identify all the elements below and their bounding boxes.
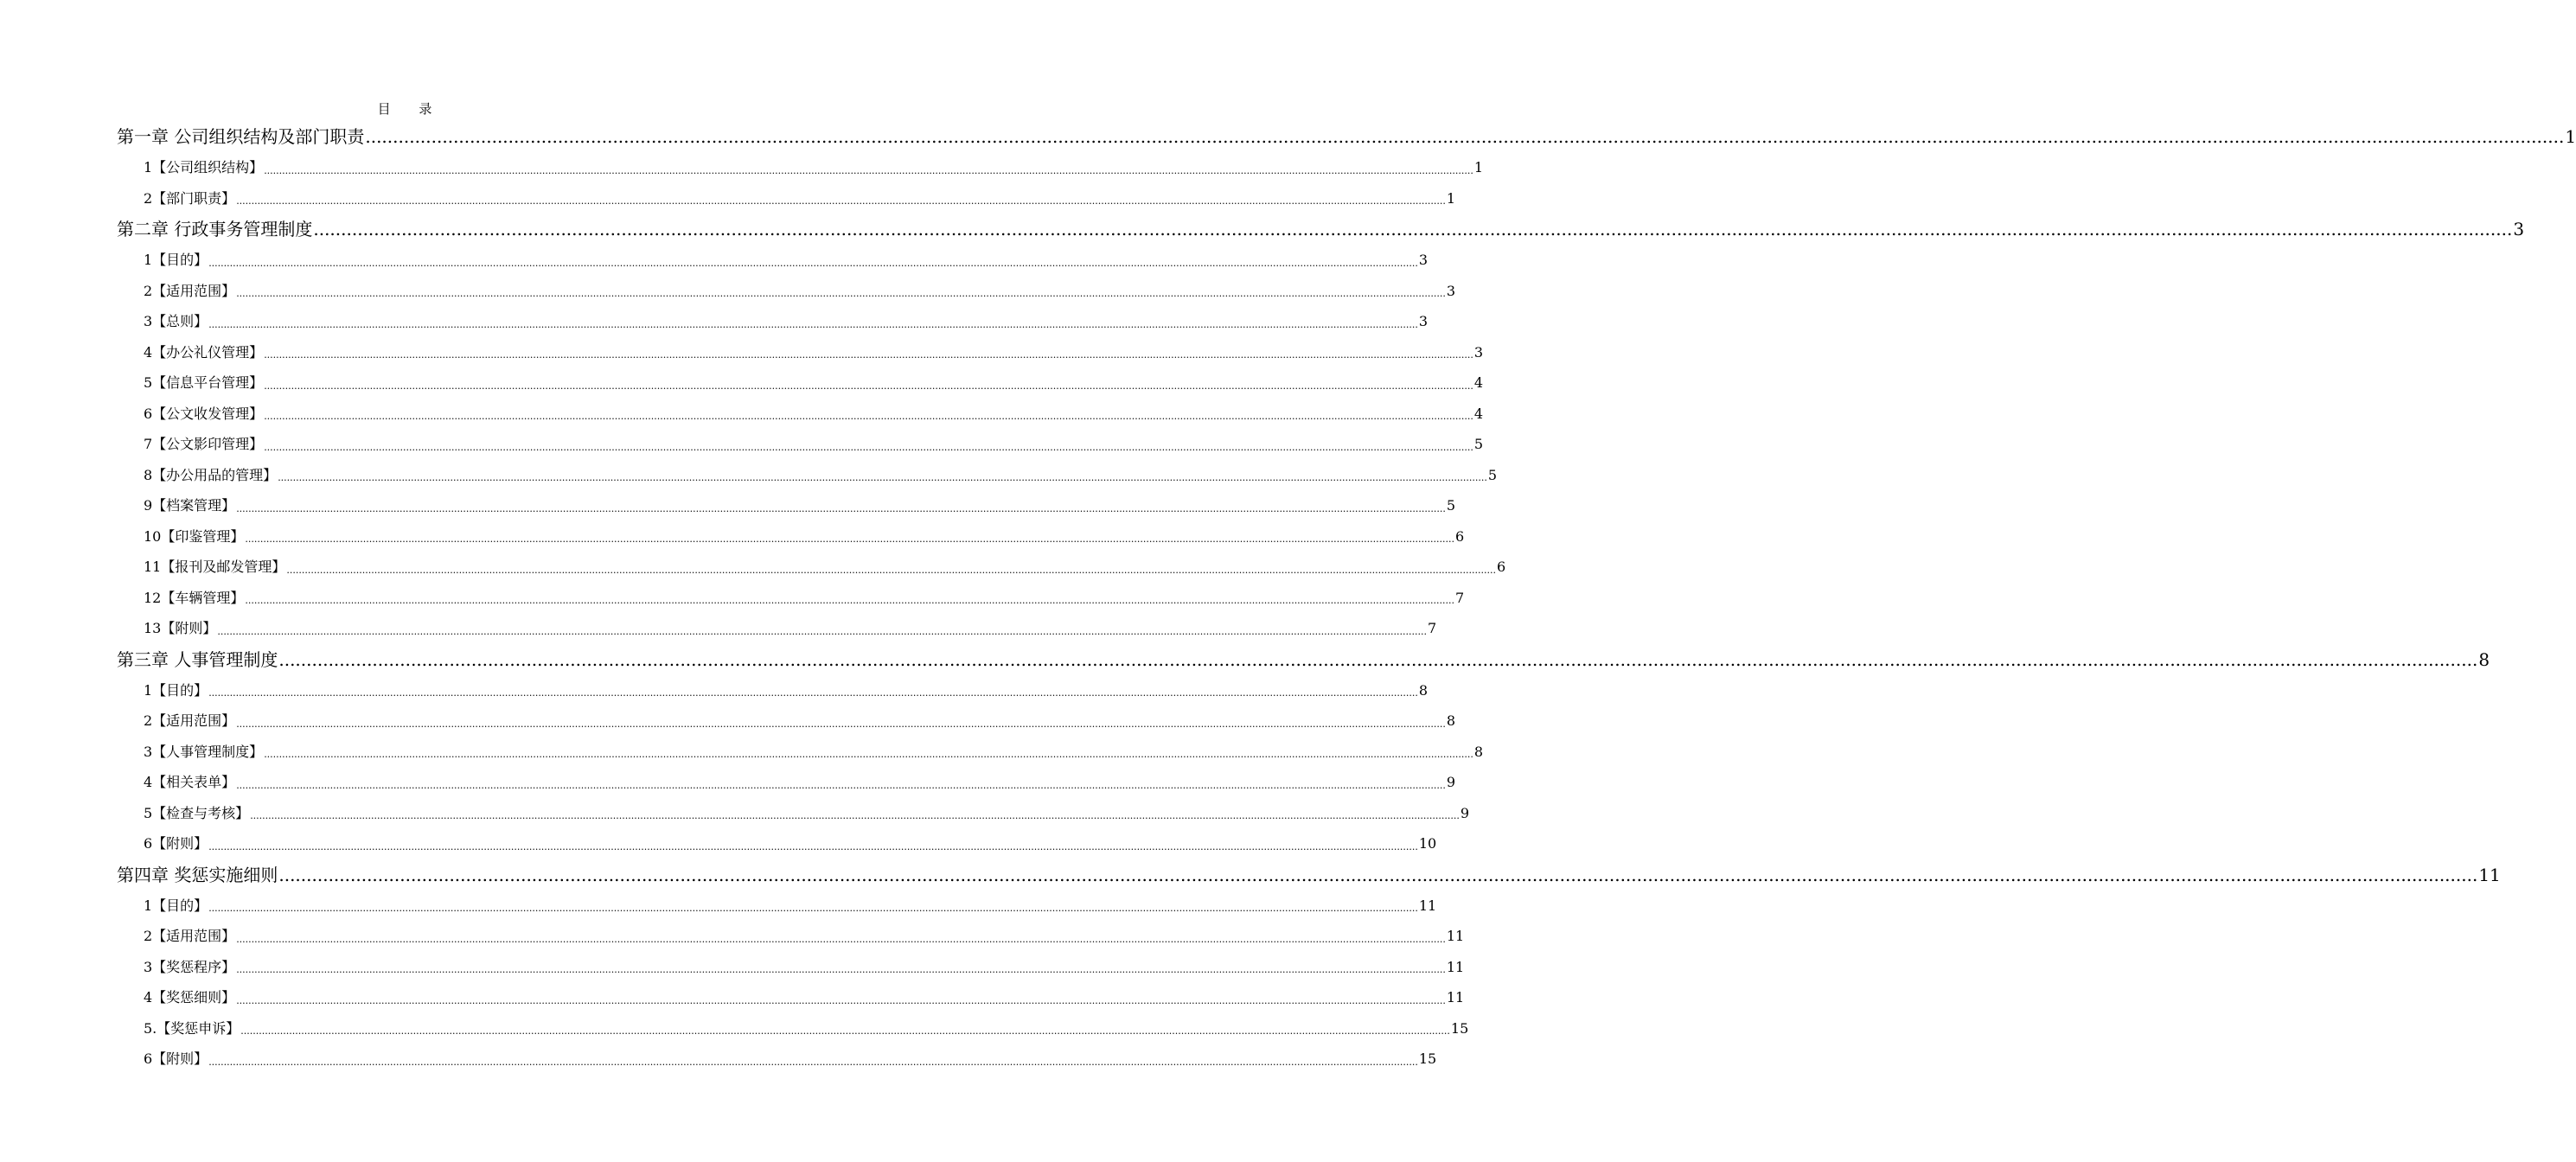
toc-dot-leader: ................................................................................................................................................................................................................................................................................................................................................................................................................ — [236, 195, 1446, 207]
toc-dot-leader: ................................................................................................................................................................................................................................................................................................................................................................................................................ — [236, 779, 1446, 791]
toc-entry-label: 第一章 公司组织结构及部门职责 — [117, 126, 365, 147]
toc-dot-leader: ................................................................................................................................................................................................................................................................................................................................................................................................................ — [208, 257, 1418, 269]
toc-chapter-entry[interactable] — [117, 859, 2501, 891]
toc-page-number: 15 — [1450, 1019, 1469, 1037]
toc-dot-leader: ................................................................................................................................................................................................................................................................................................................................................................................................................ — [278, 864, 2478, 885]
toc-chapter-entry[interactable] — [117, 644, 2490, 675]
toc-dot-leader: ................................................................................................................................................................................................................................................................................................................................................................................................................ — [278, 648, 2478, 670]
toc-page-number: 3 — [1446, 282, 1456, 299]
toc-dot-leader: ................................................................................................................................................................................................................................................................................................................................................................................................................ — [240, 1025, 1450, 1037]
toc-entry-label: 6【公文收发管理】 — [144, 405, 264, 422]
toc-page-number: 8 — [1446, 712, 1456, 729]
toc-entry-label: 6【附则】 — [144, 835, 208, 852]
toc-page-number: 7 — [1455, 589, 1465, 606]
toc-page-number: 3 — [1418, 313, 1429, 329]
toc-entry-label: 1【目的】 — [144, 252, 208, 268]
toc-dot-leader: ................................................................................................................................................................................................................................................................................................................................................................................................................ — [208, 903, 1418, 914]
toc-page-number: 4 — [1473, 405, 1484, 422]
toc-page-number: 11 — [2478, 864, 2501, 885]
toc-section-entry[interactable] — [117, 706, 1456, 737]
toc-entry-label: 2【部门职责】 — [144, 189, 236, 207]
toc-section-entry[interactable] — [117, 276, 1456, 307]
table-of-contents — [117, 121, 2576, 1075]
toc-page-number: 15 — [1418, 1050, 1437, 1067]
toc-section-entry[interactable] — [117, 675, 1429, 706]
toc-section-entry[interactable] — [117, 152, 1484, 183]
toc-entry-label: 12【车辆管理】 — [144, 589, 245, 606]
toc-dot-leader: ................................................................................................................................................................................................................................................................................................................................................................................................................ — [236, 964, 1446, 975]
toc-section-entry[interactable] — [117, 798, 1470, 829]
toc-dot-leader: ................................................................................................................................................................................................................................................................................................................................................................................................................ — [264, 441, 1473, 453]
toc-dot-leader: ................................................................................................................................................................................................................................................................................................................................................................................................................ — [365, 126, 2565, 147]
toc-page-number: 3 — [1418, 252, 1429, 268]
toc-page-number: 8 — [2478, 648, 2490, 670]
toc-section-entry[interactable] — [117, 613, 1437, 644]
toc-entry-label: 3【人事管理制度】 — [144, 743, 264, 760]
toc-entry-label: 3【总则】 — [144, 313, 208, 329]
toc-page-number: 11 — [1446, 928, 1465, 944]
toc-page-number: 4 — [1473, 374, 1484, 391]
toc-section-entry[interactable] — [117, 828, 1437, 859]
toc-page-number: 8 — [1473, 743, 1484, 760]
toc-entry-label: 3【奖惩程序】 — [144, 958, 236, 975]
toc-entry-label: 8【办公用品的管理】 — [144, 466, 278, 483]
toc-page-number: 5 — [1487, 466, 1498, 483]
toc-dot-leader: ................................................................................................................................................................................................................................................................................................................................................................................................................ — [264, 380, 1473, 392]
toc-section-entry[interactable] — [117, 952, 1465, 983]
toc-dot-leader: ................................................................................................................................................................................................................................................................................................................................................................................................................ — [208, 318, 1418, 330]
toc-page-number: 1 — [1473, 159, 1484, 176]
toc-dot-leader: ................................................................................................................................................................................................................................................................................................................................................................................................................ — [286, 564, 1497, 576]
toc-section-entry[interactable] — [117, 583, 1465, 614]
toc-entry-label: 6【附则】 — [144, 1050, 208, 1067]
toc-dot-leader: ................................................................................................................................................................................................................................................................................................................................................................................................................ — [236, 502, 1446, 514]
toc-dot-leader: ................................................................................................................................................................................................................................................................................................................................................................................................................ — [236, 933, 1446, 945]
toc-entry-label: 4【奖惩细则】 — [144, 989, 236, 1006]
toc-page-number: 6 — [1455, 527, 1465, 545]
toc-entry-label: 5【信息平台管理】 — [144, 374, 264, 391]
toc-section-entry[interactable] — [117, 306, 1429, 337]
toc-section-entry[interactable] — [117, 245, 1429, 276]
toc-page-number: 9 — [1446, 774, 1456, 790]
toc-dot-leader: ................................................................................................................................................................................................................................................................................................................................................................................................................ — [313, 219, 2513, 239]
toc-section-entry[interactable] — [117, 367, 1484, 399]
toc-entry-label: 第四章 奖惩实施细则 — [117, 864, 278, 885]
toc-page-number: 8 — [1418, 681, 1429, 699]
toc-section-entry[interactable] — [117, 737, 1484, 768]
toc-entry-label: 2【适用范围】 — [144, 282, 236, 299]
toc-section-entry[interactable] — [117, 521, 1465, 552]
toc-chapter-entry[interactable] — [117, 121, 2576, 152]
toc-section-entry[interactable] — [117, 982, 1465, 1013]
toc-entry-label: 5.【奖惩申诉】 — [144, 1019, 240, 1037]
toc-dot-leader: ................................................................................................................................................................................................................................................................................................................................................................................................................ — [236, 718, 1446, 730]
toc-dot-leader: ................................................................................................................................................................................................................................................................................................................................................................................................................ — [264, 164, 1473, 176]
toc-page-number: 1 — [2565, 126, 2576, 147]
toc-entry-label: 9【档案管理】 — [144, 497, 236, 514]
toc-dot-leader: ................................................................................................................................................................................................................................................................................................................................................................................................................ — [217, 625, 1428, 637]
toc-entry-label: 4【相关表单】 — [144, 774, 236, 790]
toc-section-entry[interactable] — [117, 891, 1437, 922]
toc-page-number: 11 — [1446, 989, 1465, 1006]
toc-entry-label: 1【公司组织结构】 — [144, 159, 264, 176]
toc-page-number: 10 — [1418, 835, 1437, 852]
toc-section-entry[interactable] — [117, 337, 1484, 368]
toc-section-entry[interactable] — [117, 552, 1506, 583]
toc-page-number: 1 — [1446, 189, 1456, 207]
toc-dot-leader: ................................................................................................................................................................................................................................................................................................................................................................................................................ — [264, 411, 1473, 422]
toc-page-number: 6 — [1497, 559, 1506, 575]
toc-dot-leader: ................................................................................................................................................................................................................................................................................................................................................................................................................ — [264, 749, 1473, 760]
toc-dot-leader: ................................................................................................................................................................................................................................................................................................................................................................................................................ — [236, 288, 1446, 299]
toc-dot-leader: ................................................................................................................................................................................................................................................................................................................................................................................................................ — [208, 687, 1418, 699]
toc-page-number: 5 — [1446, 497, 1456, 514]
toc-entry-label: 2【适用范围】 — [144, 928, 236, 944]
toc-entry-label: 4【办公礼仪管理】 — [144, 343, 264, 361]
toc-section-entry[interactable] — [117, 399, 1484, 430]
toc-title: 目 录 — [377, 101, 444, 117]
toc-dot-leader: ................................................................................................................................................................................................................................................................................................................................................................................................................ — [236, 994, 1446, 1006]
toc-entry-label: 7【公文影印管理】 — [144, 436, 264, 452]
toc-dot-leader: ................................................................................................................................................................................................................................................................................................................................................................................................................ — [278, 472, 1487, 483]
toc-section-entry[interactable] — [117, 1044, 1437, 1075]
toc-entry-label: 2【适用范围】 — [144, 712, 236, 729]
toc-entry-label: 1【目的】 — [144, 681, 208, 699]
toc-page-number: 3 — [2513, 219, 2525, 239]
toc-section-entry[interactable] — [117, 429, 1484, 460]
toc-dot-leader: ................................................................................................................................................................................................................................................................................................................................................................................................................ — [245, 595, 1455, 606]
toc-page-number: 5 — [1473, 436, 1484, 452]
toc-dot-leader: ................................................................................................................................................................................................................................................................................................................................................................................................................ — [250, 810, 1460, 821]
toc-entry-label: 1【目的】 — [144, 897, 208, 914]
toc-page-number: 3 — [1473, 343, 1484, 361]
toc-page-number: 9 — [1460, 804, 1470, 821]
toc-entry-label: 第三章 人事管理制度 — [117, 648, 278, 670]
toc-page-number: 11 — [1446, 958, 1465, 975]
toc-dot-leader: ................................................................................................................................................................................................................................................................................................................................................................................................................ — [264, 349, 1473, 361]
toc-page-number: 11 — [1418, 897, 1437, 914]
toc-page-number: 7 — [1428, 620, 1437, 636]
toc-section-entry[interactable] — [117, 490, 1456, 521]
toc-section-entry[interactable] — [117, 921, 1465, 952]
toc-section-entry[interactable] — [117, 1013, 1469, 1044]
toc-section-entry[interactable] — [117, 183, 1456, 214]
toc-entry-label: 11【报刊及邮发管理】 — [144, 559, 286, 575]
toc-dot-leader: ................................................................................................................................................................................................................................................................................................................................................................................................................ — [208, 1056, 1418, 1068]
toc-chapter-entry[interactable] — [117, 214, 2525, 245]
toc-entry-label: 10【印鉴管理】 — [144, 527, 245, 545]
toc-dot-leader: ................................................................................................................................................................................................................................................................................................................................................................................................................ — [245, 533, 1455, 545]
toc-entry-label: 第二章 行政事务管理制度 — [117, 219, 313, 239]
toc-dot-leader: ................................................................................................................................................................................................................................................................................................................................................................................................................ — [208, 840, 1418, 852]
toc-section-entry[interactable] — [117, 460, 1498, 491]
toc-entry-label: 13【附则】 — [144, 620, 217, 636]
toc-entry-label: 5【检查与考核】 — [144, 804, 250, 821]
toc-section-entry[interactable] — [117, 767, 1456, 798]
